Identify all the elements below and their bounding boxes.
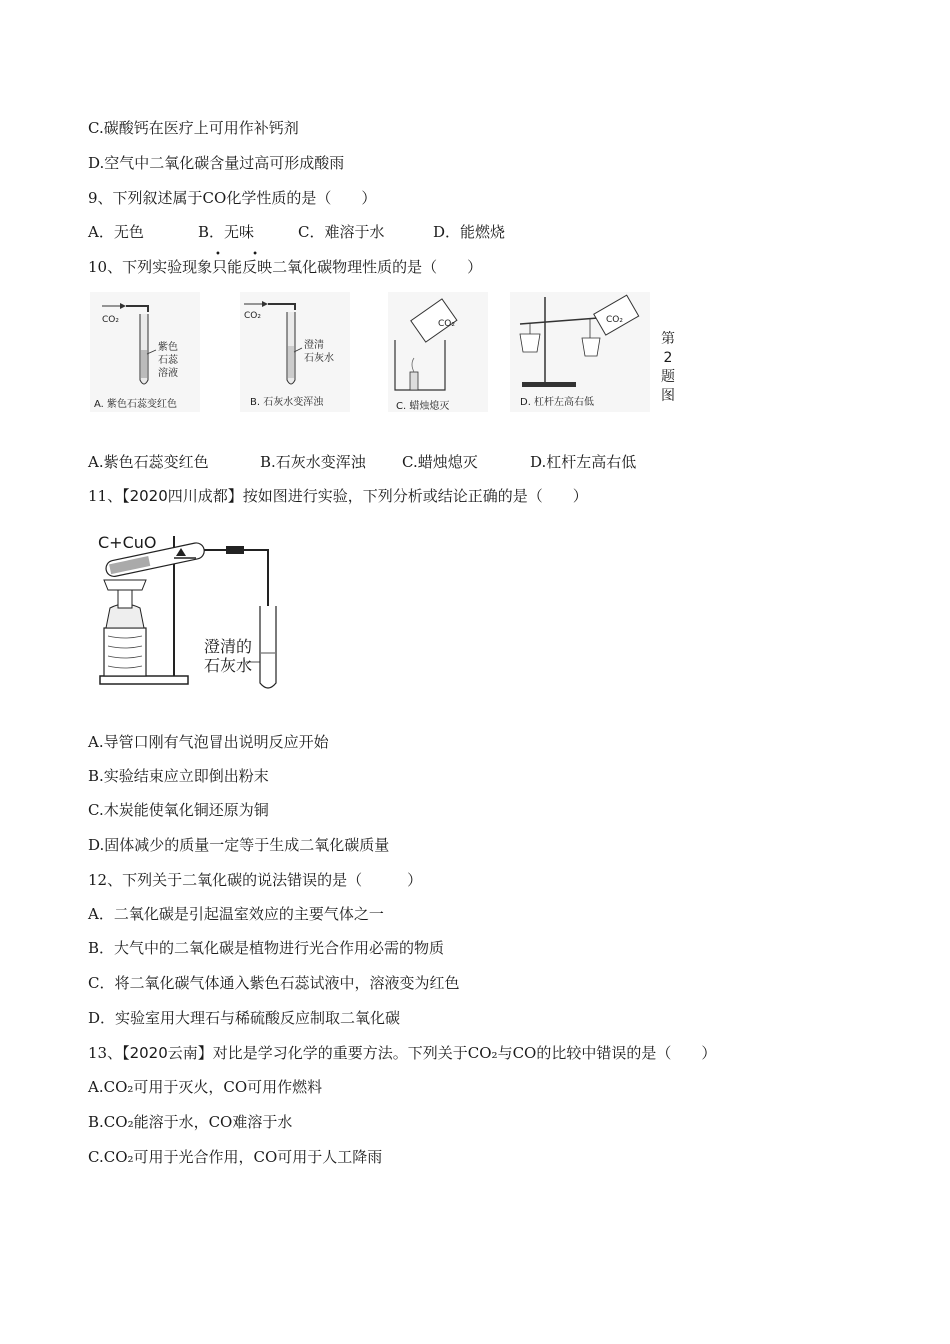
q12-option-d: D．实验室用大理石与稀硫酸反应制取二氧化碳 bbox=[88, 1009, 401, 1027]
q9-option-d: D．能燃烧 bbox=[433, 223, 506, 241]
q11-stem-text: 按如图进行实验，下列分析或结论正确的是（ ） bbox=[242, 487, 588, 505]
q9-option-a: A．无色 bbox=[88, 223, 144, 241]
q8-option-d: D.空气中二氧化碳含量过高可形成酸雨 bbox=[88, 154, 345, 172]
co2-label-a: CO₂ bbox=[102, 315, 119, 325]
co2-label-d: CO₂ bbox=[606, 315, 623, 325]
reactant-label: C+CuO bbox=[98, 533, 157, 552]
limewater-label-1: 澄清的 bbox=[204, 637, 253, 656]
side-label-1: 第 bbox=[661, 331, 675, 347]
q11-stem bbox=[88, 486, 588, 506]
q9-option-b: B．无味 bbox=[198, 223, 255, 241]
side-label-2: 2 bbox=[663, 350, 673, 366]
q10-option-a: A.紫色石蕊变红色 bbox=[88, 453, 209, 471]
q13-stem-text: 对比是学习化学的重要方法。下列关于CO₂与CO的比较中错误的是（ ） bbox=[212, 1044, 717, 1062]
q13-option-a: A.CO₂可用于灭火，CO可用作燃料 bbox=[88, 1078, 323, 1096]
figure-side-label bbox=[660, 330, 676, 406]
co2-label-c: CO₂ bbox=[438, 319, 455, 329]
q13-source: 【2020云南】 bbox=[122, 1044, 213, 1062]
q12-stem: 12、下列关于二氧化碳的说法错误的是（ ） bbox=[88, 871, 423, 889]
q9-option-c: C．难溶于水 bbox=[298, 223, 385, 241]
co2-label-b: CO₂ bbox=[244, 311, 261, 321]
q12-option-a: A．二氧化碳是引起温室效应的主要气体之一 bbox=[88, 905, 384, 923]
q13-option-b: B.CO₂能溶于水，CO难溶于水 bbox=[88, 1113, 293, 1131]
q10-option-b: B.石灰水变浑浊 bbox=[260, 453, 366, 471]
panel-a-test-tube bbox=[90, 292, 200, 412]
q10-options bbox=[88, 452, 636, 472]
tube-a-text-3: 溶液 bbox=[158, 368, 178, 379]
q8-option-c: C.碳酸钙在医疗上可用作补钙剂 bbox=[88, 119, 299, 137]
q12-option-b: B．大气中的二氧化碳是植物进行光合作用必需的物质 bbox=[88, 939, 445, 957]
q11-apparatus-figure bbox=[96, 528, 296, 698]
caption-c: C. 蜡烛熄灭 bbox=[396, 401, 450, 412]
q12-option-c: C．将二氧化碳气体通入紫色石蕊试液中，溶液变为红色 bbox=[88, 974, 460, 992]
side-label-3: 题 bbox=[661, 369, 675, 385]
caption-a: A. 紫色石蕊变红色 bbox=[94, 399, 178, 410]
q11-option-d: D.固体减少的质量一定等于生成二氧化碳质量 bbox=[88, 836, 390, 854]
q13-option-c: C.CO₂可用于光合作用，CO可用于人工降雨 bbox=[88, 1148, 383, 1166]
q11-option-b: B.实验结束应立即倒出粉末 bbox=[88, 767, 269, 785]
side-label-4: 图 bbox=[661, 388, 675, 404]
tube-a-text-2: 石蕊 bbox=[158, 355, 178, 366]
panel-c-beaker-candle bbox=[388, 292, 488, 412]
q11-option-c: C.木炭能使氧化铜还原为铜 bbox=[88, 801, 269, 819]
caption-b: B. 石灰水变浑浊 bbox=[250, 397, 324, 408]
q10-option-d: D.杠杆左高右低 bbox=[530, 453, 637, 471]
tube-b-text-2: 石灰水 bbox=[304, 353, 334, 364]
q9-options bbox=[88, 222, 505, 242]
emphasis-dots: • • bbox=[215, 249, 272, 260]
limewater-label-2: 石灰水 bbox=[204, 656, 253, 675]
caption-d: D. 杠杆左高右低 bbox=[520, 397, 595, 408]
q10-option-c: C.蜡烛熄灭 bbox=[402, 453, 478, 471]
q11-number: 11、 bbox=[88, 487, 123, 505]
q10-figure bbox=[90, 292, 650, 417]
q13-stem bbox=[88, 1043, 716, 1063]
tube-b-text-1: 澄清 bbox=[304, 340, 324, 351]
q9-stem: 9、下列叙述属于CO化学性质的是（ ） bbox=[88, 189, 377, 207]
q13-number: 13、 bbox=[88, 1044, 123, 1062]
q10-stem: 10、下列实验现象只能反映二氧化碳物理性质的是（ ） bbox=[88, 258, 483, 276]
panel-b-test-tube bbox=[240, 292, 350, 412]
tube-a-text-1: 紫色 bbox=[158, 342, 178, 353]
panel-d-lever bbox=[510, 292, 650, 412]
q11-option-a: A.导管口刚有气泡冒出说明反应开始 bbox=[88, 733, 329, 751]
q11-source: 【2020四川成都】 bbox=[122, 487, 243, 505]
